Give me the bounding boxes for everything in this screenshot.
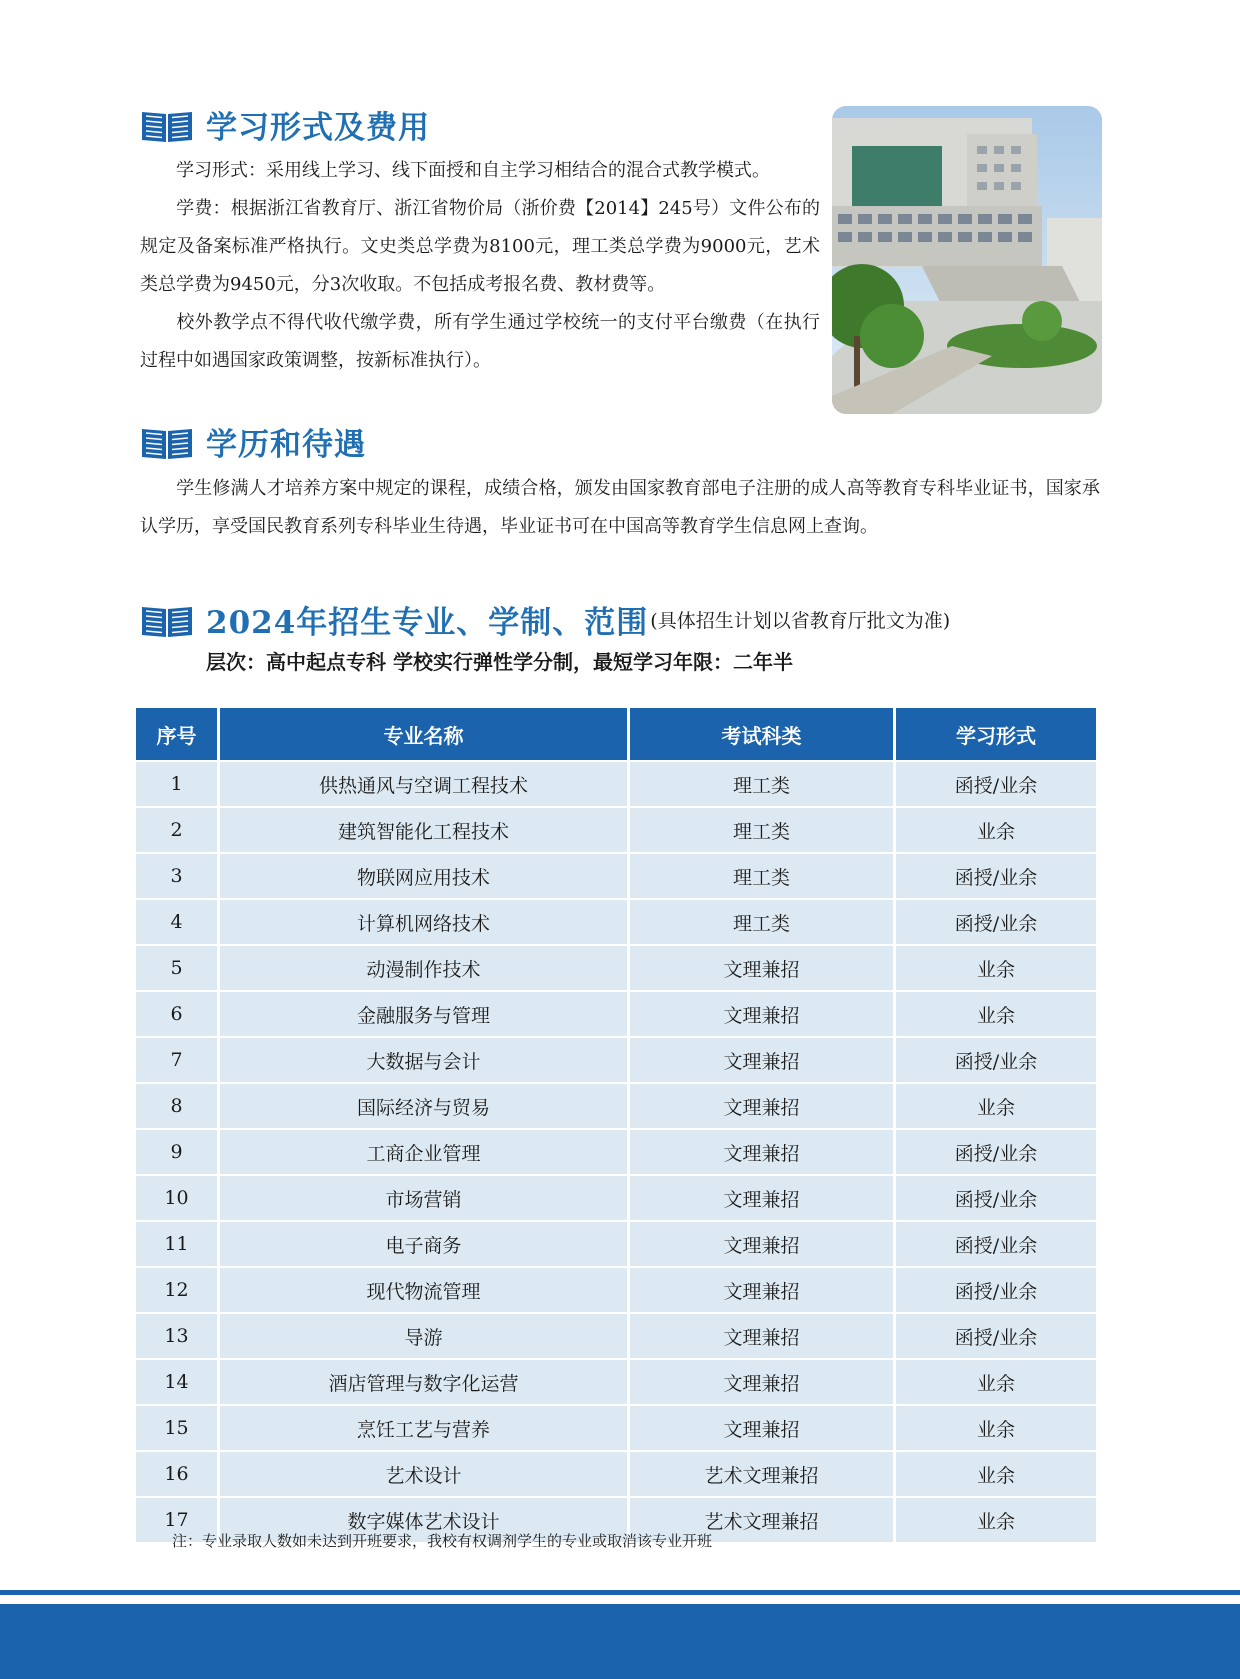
cell-major: 建筑智能化工程技术 <box>220 808 630 852</box>
open-book-icon <box>140 423 194 461</box>
cell-major: 金融服务与管理 <box>220 992 630 1036</box>
cell-major: 现代物流管理 <box>220 1268 630 1312</box>
header-index: 序号 <box>136 708 220 760</box>
diploma-text: 学生修满人才培养方案中规定的课程，成绩合格，颁发由国家教育部电子注册的成人高等教育专科毕业证书，国家承认学历，享受国民教育系列专科毕业生待遇，毕业证书可在中国高等教育学生信息网上查询。 <box>140 478 1100 537</box>
table-header-row <box>136 708 1096 760</box>
cell-form: 函授/业余 <box>896 900 1096 944</box>
cell-category: 文理兼招 <box>630 992 896 1036</box>
table-row <box>136 1360 1096 1404</box>
cell-category: 理工类 <box>630 808 896 852</box>
cell-category: 文理兼招 <box>630 1222 896 1266</box>
cell-category: 文理兼招 <box>630 1084 896 1128</box>
cell-major: 数字媒体艺术设计 <box>220 1498 630 1542</box>
cell-major: 物联网应用技术 <box>220 854 630 898</box>
cell-major: 工商企业管理 <box>220 1130 630 1174</box>
header-exam-category: 考试科类 <box>630 708 896 760</box>
cell-category: 文理兼招 <box>630 1360 896 1404</box>
cell-index: 15 <box>136 1406 220 1450</box>
cell-major: 供热通风与空调工程技术 <box>220 762 630 806</box>
cell-index: 2 <box>136 808 220 852</box>
cell-index: 4 <box>136 900 220 944</box>
cell-form: 业余 <box>896 946 1096 990</box>
cell-form: 函授/业余 <box>896 1176 1096 1220</box>
cell-index: 5 <box>136 946 220 990</box>
cell-index: 12 <box>136 1268 220 1312</box>
cell-category: 文理兼招 <box>630 1130 896 1174</box>
table-row <box>136 1130 1096 1174</box>
cell-category: 理工类 <box>630 854 896 898</box>
footnote: 注：专业录取人数如未达到开班要求，我校有权调剂学生的专业或取消该专业开班 <box>172 1532 713 1550</box>
section-title: 学历和待遇 <box>206 427 366 463</box>
table-row <box>136 1406 1096 1450</box>
section-heading-study-fees <box>140 102 430 147</box>
diploma-paragraph <box>140 470 1100 546</box>
open-book-icon <box>140 106 194 144</box>
cell-index: 9 <box>136 1130 220 1174</box>
table-row <box>136 900 1096 944</box>
cell-index: 17 <box>136 1498 220 1542</box>
cell-major: 艺术设计 <box>220 1452 630 1496</box>
cell-index: 1 <box>136 762 220 806</box>
cell-form: 业余 <box>896 1452 1096 1496</box>
open-book-icon <box>140 601 194 639</box>
cell-category: 艺术文理兼招 <box>630 1498 896 1542</box>
cell-category: 文理兼招 <box>630 1268 896 1312</box>
cell-category: 理工类 <box>630 762 896 806</box>
cell-major: 导游 <box>220 1314 630 1358</box>
table-row <box>136 808 1096 852</box>
cell-category: 艺术文理兼招 <box>630 1452 896 1496</box>
cell-category: 文理兼招 <box>630 1038 896 1082</box>
table-row <box>136 762 1096 806</box>
tuition-text: 学费：根据浙江省教育厅、浙江省物价局（浙价费【2014】245号）文件公布的规定及备案标准严格执行。文史类总学费为8100元，理工类总学费为9000元，艺术类总学费为9450元，分3次收取。不包括成考报名费、教材费等。 <box>140 198 820 295</box>
cell-index: 6 <box>136 992 220 1036</box>
study-form-paragraph <box>140 152 820 190</box>
table-row <box>136 1222 1096 1266</box>
cell-form: 业余 <box>896 1360 1096 1404</box>
cell-category: 文理兼招 <box>630 1314 896 1358</box>
cell-major: 大数据与会计 <box>220 1038 630 1082</box>
cell-major: 计算机网络技术 <box>220 900 630 944</box>
table-row <box>136 1268 1096 1312</box>
header-major-name: 专业名称 <box>220 708 630 760</box>
section-title: 学习形式及费用 <box>206 110 430 146</box>
cell-category: 文理兼招 <box>630 1176 896 1220</box>
cell-category: 文理兼招 <box>630 1406 896 1450</box>
tuition-paragraph <box>140 190 820 304</box>
cell-form: 函授/业余 <box>896 854 1096 898</box>
section-heading-majors <box>140 597 950 642</box>
cell-form: 业余 <box>896 1406 1096 1450</box>
level-info: 层次：高中起点专科 学校实行弹性学分制，最短学习年限：二年半 <box>206 650 793 674</box>
table-row <box>136 1452 1096 1496</box>
cell-index: 3 <box>136 854 220 898</box>
cell-major: 烹饪工艺与营养 <box>220 1406 630 1450</box>
table-row <box>136 946 1096 990</box>
cell-index: 7 <box>136 1038 220 1082</box>
cell-major: 电子商务 <box>220 1222 630 1266</box>
cell-index: 10 <box>136 1176 220 1220</box>
majors-table <box>136 706 1096 1544</box>
cell-form: 函授/业余 <box>896 762 1096 806</box>
cell-category: 理工类 <box>630 900 896 944</box>
cell-form: 函授/业余 <box>896 1314 1096 1358</box>
cell-form: 函授/业余 <box>896 1130 1096 1174</box>
cell-major: 动漫制作技术 <box>220 946 630 990</box>
cell-major: 市场营销 <box>220 1176 630 1220</box>
table-row <box>136 1314 1096 1358</box>
campus-building-image <box>832 106 1102 414</box>
table-row <box>136 1038 1096 1082</box>
cell-form: 业余 <box>896 808 1096 852</box>
header-study-form: 学习形式 <box>896 708 1096 760</box>
cell-form: 业余 <box>896 1498 1096 1542</box>
cell-index: 16 <box>136 1452 220 1496</box>
campus-photo <box>832 106 1102 414</box>
table-row <box>136 1084 1096 1128</box>
table-row <box>136 992 1096 1036</box>
table-row <box>136 1176 1096 1220</box>
cell-index: 13 <box>136 1314 220 1358</box>
cell-category: 文理兼招 <box>630 946 896 990</box>
cell-form: 函授/业余 <box>896 1222 1096 1266</box>
payment-text: 校外教学点不得代收代缴学费，所有学生通过学校统一的支付平台缴费（在执行过程中如遇国家政策调整，按新标准执行）。 <box>140 312 820 371</box>
section-heading-diploma <box>140 419 366 464</box>
footer-band <box>0 1604 1240 1679</box>
cell-form: 函授/业余 <box>896 1038 1096 1082</box>
cell-index: 14 <box>136 1360 220 1404</box>
section-note: (具体招生计划以省教育厅批文为准) <box>650 610 951 632</box>
cell-form: 业余 <box>896 1084 1096 1128</box>
cell-major: 国际经济与贸易 <box>220 1084 630 1128</box>
cell-form: 业余 <box>896 992 1096 1036</box>
cell-form: 函授/业余 <box>896 1268 1096 1312</box>
cell-index: 8 <box>136 1084 220 1128</box>
section-title: 2024年招生专业、学制、范围 <box>206 605 649 641</box>
payment-paragraph <box>140 304 820 380</box>
table-row <box>136 854 1096 898</box>
cell-index: 11 <box>136 1222 220 1266</box>
cell-major: 酒店管理与数字化运营 <box>220 1360 630 1404</box>
footer-divider <box>0 1590 1240 1595</box>
study-form-text: 学习形式：采用线上学习、线下面授和自主学习相结合的混合式教学模式。 <box>176 160 770 181</box>
